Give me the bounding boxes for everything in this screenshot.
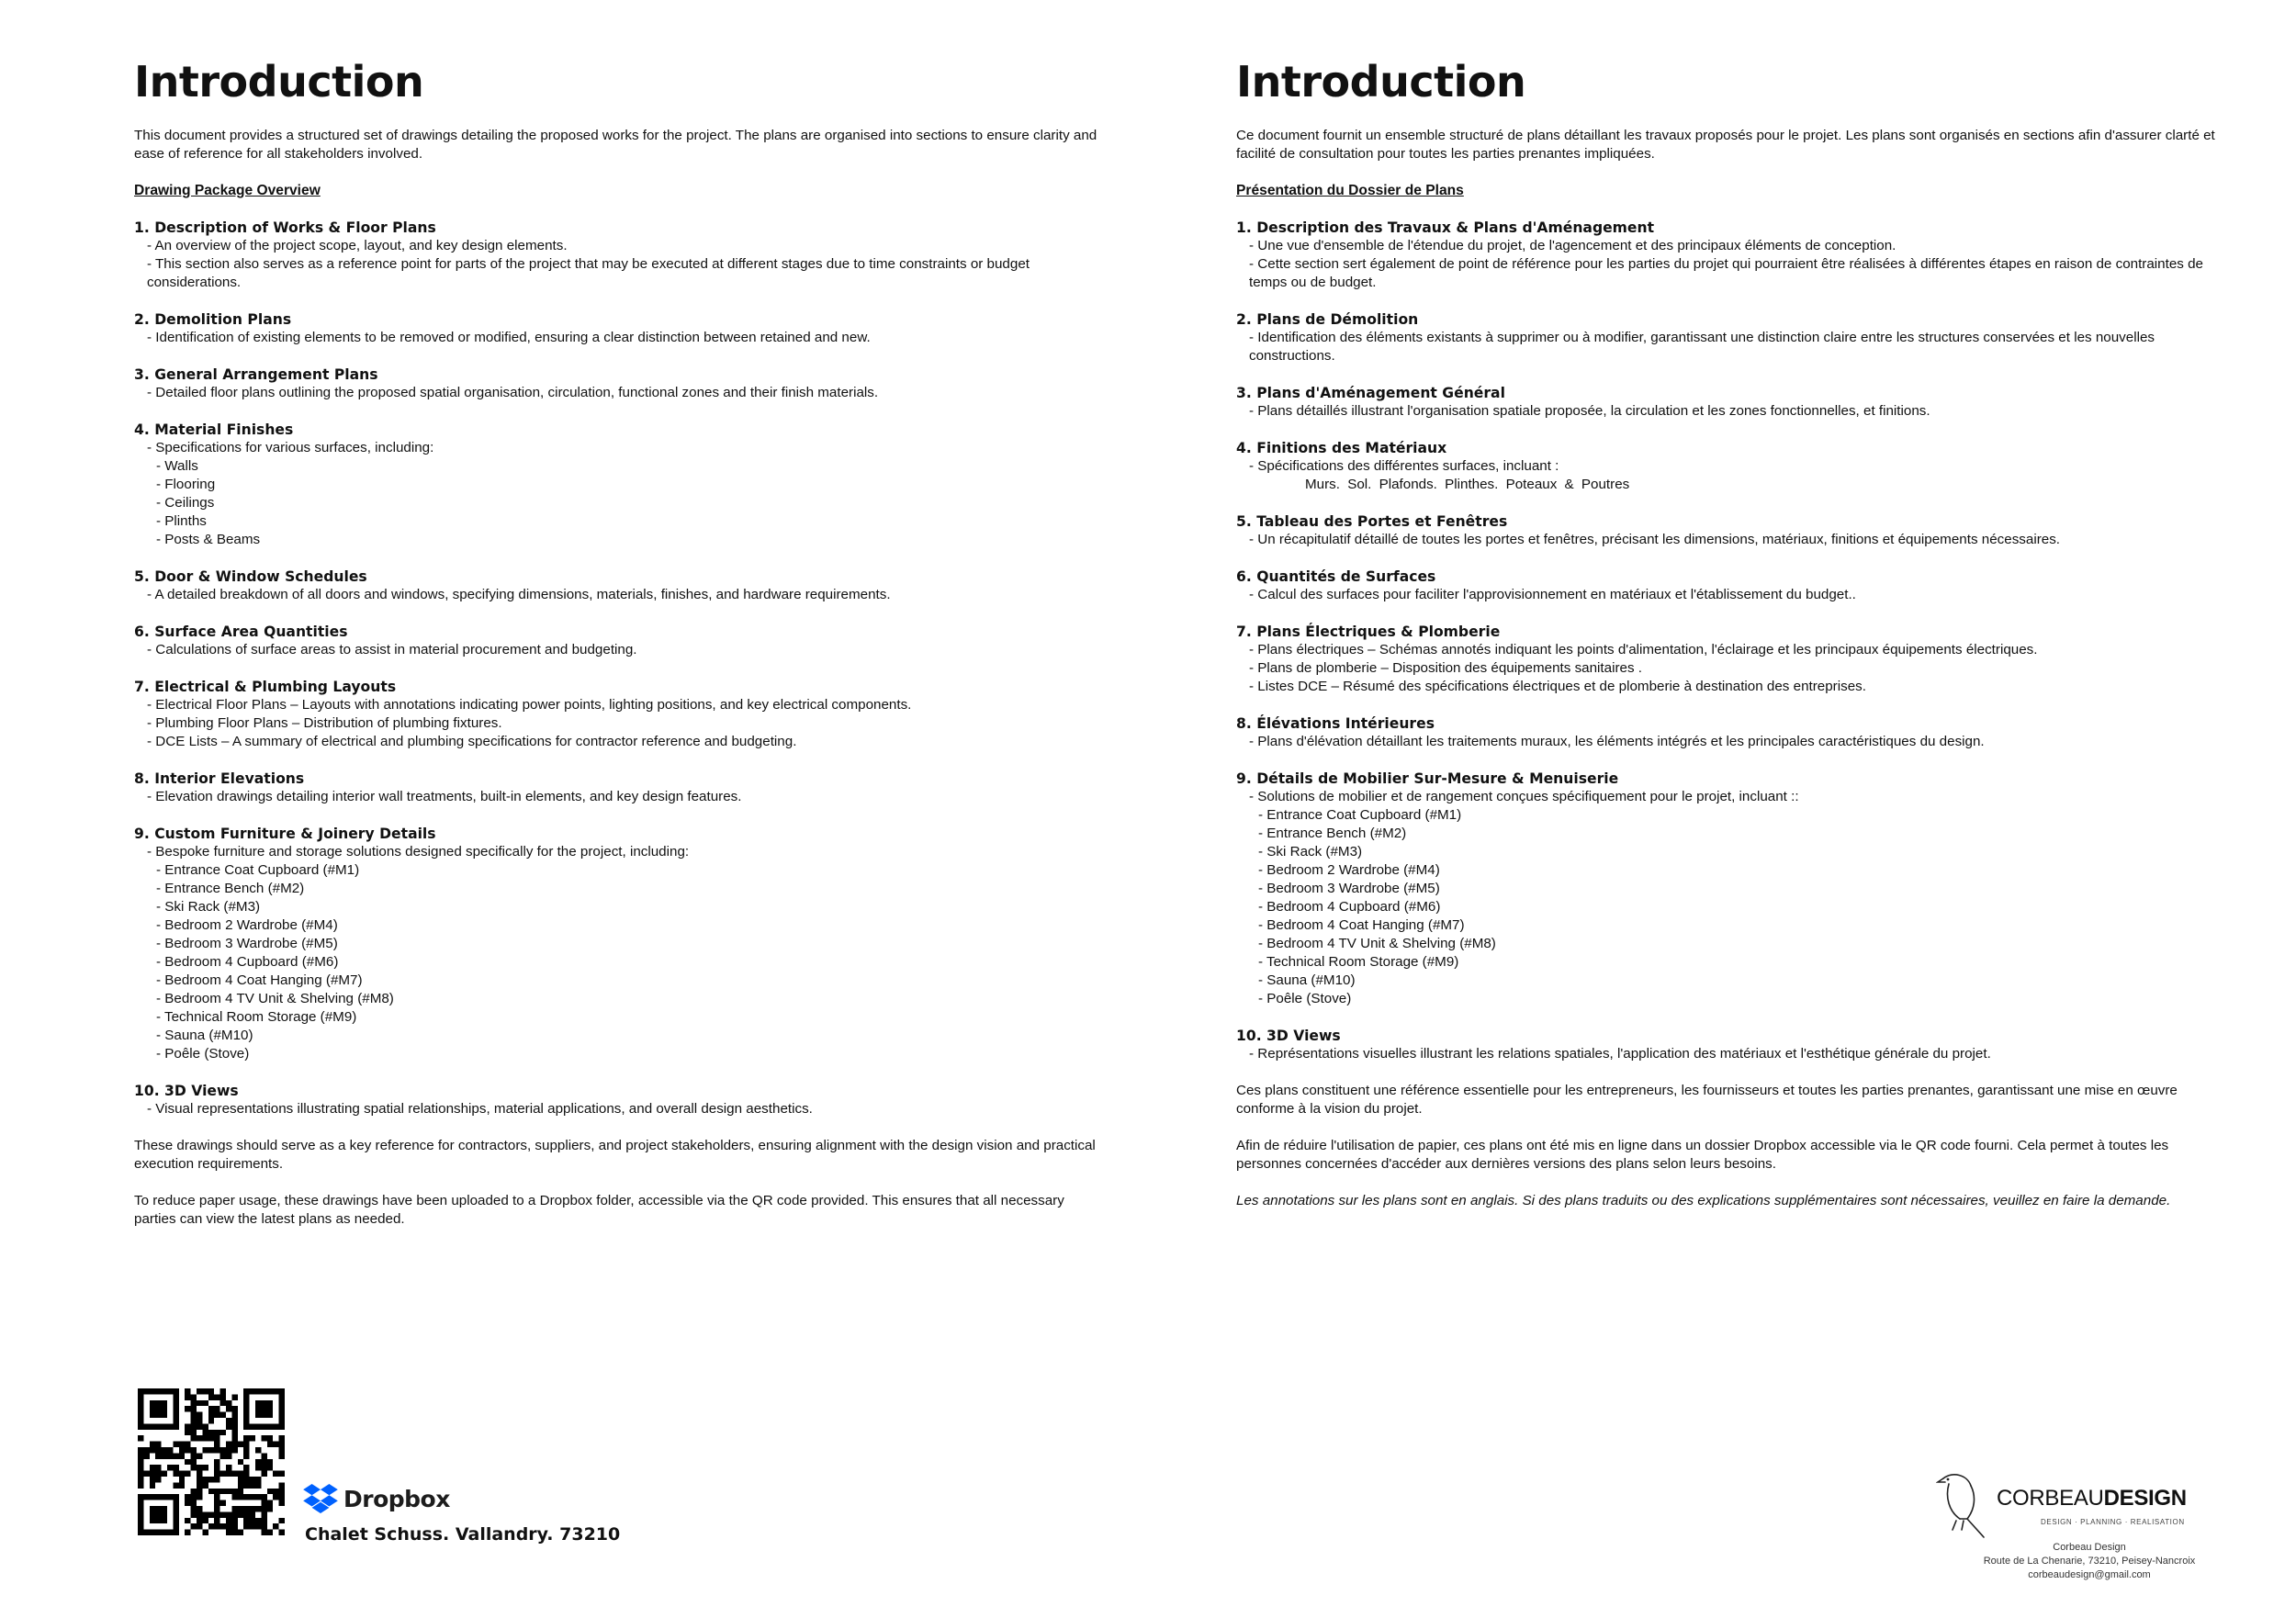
section-title: 2. Demolition Plans xyxy=(134,311,292,328)
sub-list-item: - Flooring xyxy=(156,477,216,492)
sub-list-item: - Bedroom 4 Cupboard (#M6) xyxy=(156,954,339,970)
sub-list-item: - Bedroom 4 TV Unit & Shelving (#M8) xyxy=(1258,936,1496,951)
section-3 xyxy=(134,365,1108,402)
list-item: - Identification des éléments existants à supprimer ou à modifier, garantissant une distinction claire entre les structures conservées et les nouvelles constructions. xyxy=(1249,330,2155,364)
list-item: - Plans électriques – Schémas annotés indiquant les points d'alimentation, l'éclairage et les principaux équipements électriques. xyxy=(1249,642,2038,657)
sub-list-item: - Bedroom 2 Wardrobe (#M4) xyxy=(156,917,338,933)
company-tagline: DESIGN · PLANNING · REALISATION xyxy=(2041,1518,2185,1526)
sub-list-item: - Technical Room Storage (#M9) xyxy=(156,1009,357,1025)
sub-list-item: - Bedroom 4 Cupboard (#M6) xyxy=(1258,899,1441,915)
dropbox-label: Dropbox xyxy=(343,1485,450,1512)
sub-list-item: - Bedroom 4 TV Unit & Shelving (#M8) xyxy=(156,991,394,1006)
sub-list-item: - Entrance Coat Cupboard (#M1) xyxy=(1258,807,1462,823)
list-item: - Calculations of surface areas to assist in material procurement and budgeting. xyxy=(147,642,637,657)
list-item: - This section also serves as a reference point for parts of the project that may be executed at different stages due to time constraints or budget considerations. xyxy=(147,256,1030,290)
closing-paragraph: To reduce paper usage, these drawings have been uploaded to a Dropbox folder, accessible via the QR code provided. This ensures that all necessary parties can view the latest plans as needed. xyxy=(134,1193,1064,1227)
list-item: - Une vue d'ensemble de l'étendue du projet, de l'agencement et des principaux éléments de conception. xyxy=(1249,238,1896,253)
section-3 xyxy=(1236,384,2228,421)
list-item: - DCE Lists – A summary of electrical and plumbing specifications for contractor reference and budgeting. xyxy=(147,734,797,749)
sections-list-en xyxy=(134,219,1108,1118)
closing-paragraph: Afin de réduire l'utilisation de papier, ces plans ont été mis en ligne dans un dossier Dropbox accessible via le QR code fourni. Cela permet à toutes les personnes concernées d'accéder aux dernières versions des plans selon leurs besoins. xyxy=(1236,1138,2169,1172)
section-8 xyxy=(1236,714,2228,751)
list-item: - Visual representations illustrating spatial relationships, material applications, and overall design aesthetics. xyxy=(147,1101,813,1117)
intro-paragraph-en: This document provides a structured set of drawings detailing the proposed works for the project. The plans are organised into sections to ensure clarity and ease of reference for all stakeholders involved. xyxy=(134,128,1097,162)
list-item: - Solutions de mobilier et de rangement conçues spécifiquement pour le projet, incluant :: xyxy=(1249,789,1799,804)
section-10 xyxy=(134,1082,1108,1118)
section-10 xyxy=(1236,1027,2228,1063)
sub-list-item: - Entrance Bench (#M2) xyxy=(1258,826,1407,841)
list-item: - Detailed floor plans outlining the proposed spatial organisation, circulation, functional zones and their finish materials. xyxy=(147,385,879,400)
sub-list-item: - Plinths xyxy=(156,513,207,529)
section-title: 3. General Arrangement Plans xyxy=(134,366,378,383)
brand-bold: DESIGN xyxy=(2103,1486,2187,1511)
section-title: 9. Détails de Mobilier Sur-Mesure & Menuiserie xyxy=(1236,770,1619,787)
address-line: Route de La Chenarie, 73210, Peisey-Nancroix xyxy=(1983,1556,2196,1567)
section-6 xyxy=(134,623,1108,659)
section-title: 8. Interior Elevations xyxy=(134,770,305,787)
section-title: 5. Door & Window Schedules xyxy=(134,568,367,585)
section-title: 2. Plans de Démolition xyxy=(1236,311,1419,328)
sub-list-item: - Bedroom 4 Coat Hanging (#M7) xyxy=(156,972,363,988)
section-title: 10. 3D Views xyxy=(134,1083,239,1099)
list-item: - Elevation drawings detailing interior wall treatments, built-in elements, and key design features. xyxy=(147,789,742,804)
page-title-fr: Introduction xyxy=(1236,57,1526,107)
section-title: 6. Quantités de Surfaces xyxy=(1236,568,1436,585)
intro-paragraph-fr: Ce document fournit un ensemble structuré de plans détaillant les travaux proposés pour le projet. Les plans sont organisés en sections afin d'assurer clarté et facilité de consultation pour toutes les parties prenantes impliquées. xyxy=(1236,128,2215,162)
sub-list-item: - Ski Rack (#M3) xyxy=(1258,844,1363,860)
list-item: - Plans de plomberie – Disposition des équipements sanitaires . xyxy=(1249,660,1643,676)
section-9 xyxy=(134,825,1108,1063)
list-item: - Electrical Floor Plans – Layouts with annotations indicating power points, lighting positions, and key electrical components. xyxy=(147,697,912,713)
sub-list-item: - Ceilings xyxy=(156,495,215,511)
qr-code-icon[interactable] xyxy=(138,1388,285,1535)
section-title: 8. Élévations Intérieures xyxy=(1236,715,1435,732)
section-title: 9. Custom Furniture & Joinery Details xyxy=(134,826,436,842)
sub-list-item: - Bedroom 4 Coat Hanging (#M7) xyxy=(1258,917,1465,933)
sub-list-item: - Technical Room Storage (#M9) xyxy=(1258,954,1459,970)
section-title: 1. Description des Travaux & Plans d'Aménagement xyxy=(1236,219,1655,236)
english-column xyxy=(134,57,1108,1247)
sub-list-item: - Ski Rack (#M3) xyxy=(156,899,261,915)
company-address xyxy=(1929,1541,2250,1582)
project-name: Chalet Schuss. Vallandry. 73210 xyxy=(305,1524,621,1545)
closing-paragraph: Ces plans constituent une référence essentielle pour les entrepreneurs, les fournisseurs et toutes les parties prenantes, garantissant une mise en œuvre conforme à la vision du projet. xyxy=(1236,1083,2178,1117)
section-8 xyxy=(134,770,1108,806)
raven-icon xyxy=(1936,1469,1989,1543)
sub-list-item: - Sauna (#M10) xyxy=(1258,972,1356,988)
section-5 xyxy=(1236,512,2228,549)
section-title: 3. Plans d'Aménagement Général xyxy=(1236,385,1505,401)
section-1 xyxy=(1236,219,2228,292)
sub-list-item: - Sauna (#M10) xyxy=(156,1028,253,1043)
list-item: - Cette section sert également de point de référence pour les parties du projet qui pourraient être réalisées à différentes étapes en raison de contraintes de temps ou de budget. xyxy=(1249,256,2204,290)
section-6 xyxy=(1236,567,2228,604)
section-title: 5. Tableau des Portes et Fenêtres xyxy=(1236,513,1508,530)
closing-paragraph: These drawings should serve as a key reference for contractors, suppliers, and project stakeholders, ensuring alignment with the design vision and practical execution requirements. xyxy=(134,1138,1096,1172)
list-item: - An overview of the project scope, layout, and key design elements. xyxy=(147,238,568,253)
list-item: - Représentations visuelles illustrant les relations spatiales, l'application des matériaux et l'esthétique générale du projet. xyxy=(1249,1046,1991,1062)
section-4 xyxy=(134,421,1108,549)
section-1 xyxy=(134,219,1108,292)
page-title-en: Introduction xyxy=(134,57,424,107)
section-title: 1. Description of Works & Floor Plans xyxy=(134,219,436,236)
section-7 xyxy=(134,678,1108,751)
section-title: 7. Plans Électriques & Plomberie xyxy=(1236,624,1501,640)
section-title: 7. Electrical & Plumbing Layouts xyxy=(134,679,397,695)
section-2 xyxy=(1236,310,2228,365)
list-item: - Bespoke furniture and storage solutions designed specifically for the project, including: xyxy=(147,844,690,860)
sub-list-item: - Poêle (Stove) xyxy=(1258,991,1352,1006)
section-4 xyxy=(1236,439,2228,494)
closing-paragraphs-en xyxy=(134,1137,1108,1229)
sub-list-item: - Bedroom 2 Wardrobe (#M4) xyxy=(1258,862,1440,878)
company-block xyxy=(1929,1469,2250,1589)
sub-list-item: - Posts & Beams xyxy=(156,532,261,547)
section-7 xyxy=(1236,623,2228,696)
list-item: - Plans détaillés illustrant l'organisation spatiale proposée, la circulation et les zones fonctionnelles, et finitions. xyxy=(1249,403,1930,419)
list-item: - Plumbing Floor Plans – Distribution of plumbing fixtures. xyxy=(147,715,502,731)
sub-list-item: - Poêle (Stove) xyxy=(156,1046,250,1062)
dropbox-brand xyxy=(303,1484,450,1513)
closing-paragraphs-fr xyxy=(1236,1082,2228,1210)
overview-heading-en: Drawing Package Overview xyxy=(134,183,321,198)
address-line: Corbeau Design xyxy=(2053,1542,2126,1553)
list-item: - Specifications for various surfaces, including: xyxy=(147,440,434,455)
section-title: 10. 3D Views xyxy=(1236,1028,1341,1044)
sub-list-item: - Entrance Coat Cupboard (#M1) xyxy=(156,862,360,878)
list-item: Murs. Sol. Plafonds. Plinthes. Poteaux & Poutres xyxy=(1305,477,1630,492)
french-column xyxy=(1236,57,2228,1229)
dropbox-icon xyxy=(303,1484,338,1513)
list-item: - Un récapitulatif détaillé de toutes les portes et fenêtres, précisant les dimensions, matériaux, finitions et équipements nécessaires. xyxy=(1249,532,2061,547)
brand-light: CORBEAU xyxy=(1997,1486,2104,1511)
sub-list-item: - Entrance Bench (#M2) xyxy=(156,881,305,896)
address-line: corbeaudesign@gmail.com xyxy=(2028,1569,2151,1580)
section-title: 4. Finitions des Matériaux xyxy=(1236,440,1447,456)
sub-list-item: - Bedroom 3 Wardrobe (#M5) xyxy=(156,936,338,951)
closing-paragraph: Les annotations sur les plans sont en anglais. Si des plans traduits ou des explications supplémentaires sont nécessaires, veuillez en faire la demande. xyxy=(1236,1193,2171,1208)
section-5 xyxy=(134,567,1108,604)
list-item: - A detailed breakdown of all doors and windows, specifying dimensions, materials, finishes, and hardware requirements. xyxy=(147,587,891,602)
section-title: 6. Surface Area Quantities xyxy=(134,624,348,640)
list-item: - Plans d'élévation détaillant les traitements muraux, les éléments intégrés et les principales caractéristiques du design. xyxy=(1249,734,1985,749)
section-9 xyxy=(1236,770,2228,1008)
sections-list-fr xyxy=(1236,219,2228,1063)
list-item: - Identification of existing elements to be removed or modified, ensuring a clear distinction between retained and new. xyxy=(147,330,871,345)
sub-list-item: - Walls xyxy=(156,458,198,474)
section-2 xyxy=(134,310,1108,347)
list-item: - Listes DCE – Résumé des spécifications électriques et de plomberie à destination des entreprises. xyxy=(1249,679,1866,694)
list-item: - Spécifications des différentes surfaces, incluant : xyxy=(1249,458,1559,474)
sub-list-item: - Bedroom 3 Wardrobe (#M5) xyxy=(1258,881,1440,896)
section-title: 4. Material Finishes xyxy=(134,421,294,438)
list-item: - Calcul des surfaces pour faciliter l'approvisionnement en matériaux et l'établissement du budget.. xyxy=(1249,587,1856,602)
overview-heading-fr: Présentation du Dossier de Plans xyxy=(1236,183,1464,198)
company-brand xyxy=(1997,1486,2187,1511)
